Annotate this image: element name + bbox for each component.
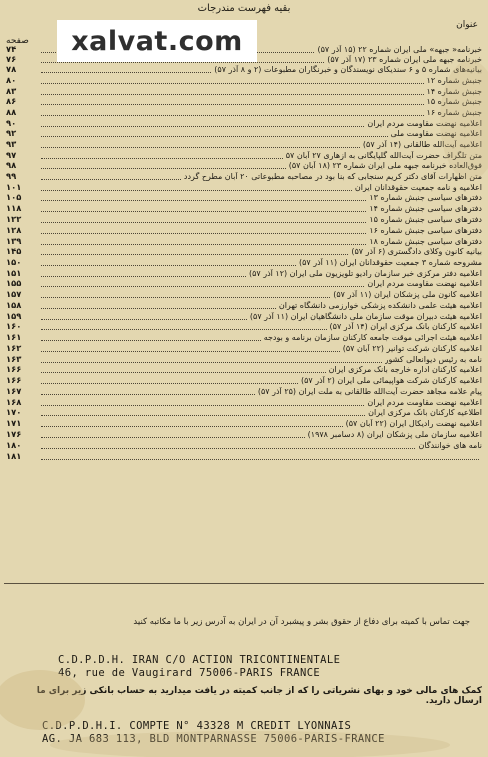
toc-entry-title: فوق‌العاده خبرنامه جبهه ملی ایران شماره ۲۳ (۱۸ آبان ۵۷) [288,160,482,170]
contact-notice: جهت تماس با کمیته برای دفاع از حقوق بشر و پیشبرد آن در ایران به آدرس زیر با ما مکاتبه کنید [133,617,470,627]
leader-dots [41,334,261,341]
toc-row [6,64,482,74]
toc-row [6,289,482,299]
toc-entry-title: خبرنامه« جبهه» ملی ایران شماره ۲۲ (۱۵ آذر ۵۷) [317,44,482,54]
toc-entry-title: جنبش شماره ۱۶ [426,107,482,117]
toc-entry-title: اعلامیه کارکنان اداره خارجه بانک مرکزی ایران [328,364,482,374]
toc-entry-title: اعلامیه هیئت دبیران موقت سازمان ملی دانشگاهیان ایران (۱۱ آذر ۵۷) [249,311,482,321]
toc-page-number: ۱۲۲ [6,214,22,224]
leader-dots [41,152,283,159]
toc-page-number: ۱۰۱ [6,182,22,192]
toc-page-number: ۷۸ [6,64,17,74]
toc-entry-title: اعلامیه نهضت مقاومت مردم ایران [367,278,482,288]
toc-row [6,332,482,342]
toc-page-number: ۱۶۲ [6,343,22,353]
mailing-address [58,654,340,680]
watermark-logo: xalvat.com [57,20,257,62]
toc-entry-title: دفترهای سیاسی جنبش شماره ۱۳ [369,192,482,202]
toc-entry-title: بیانیه کانون وکلای دادگستری (۶ آذر ۵۷) [351,246,482,256]
toc-row [6,96,482,106]
toc-row [6,214,482,224]
toc-page-number: ۱۶۶ [6,375,22,385]
leader-dots [41,377,298,384]
leader-dots [41,130,388,137]
leader-dots [41,259,296,266]
toc-page-number: ۷۶ [6,54,17,64]
toc-row [6,203,482,213]
leader-dots [41,323,327,330]
toc-entry-title: بیانیه‌های شماره ۵ و ۶ سندیکای نویسندگان و خبرنگاران مطبوعات (۲ و ۸ آذر ۵۷) [214,64,482,74]
toc-page-number: ۱۳۹ [6,236,22,246]
toc-entry-title: اعلامیه هیئت اجرائی موقت جامعه کارکنان سازمان برنامه و بودجه [263,332,482,342]
toc-entry-title: دفترهای سیاسی جنبش شماره ۱۴ [369,203,482,213]
toc-row [6,128,482,138]
toc-page-number: ۹۸ [6,160,17,170]
toc-row [6,257,482,267]
toc-entry-title: اعلامیه هیئت علمی دانشکده پزشکی خوارزمی دانشگاه تهران [278,300,482,310]
toc-entry-title: خبرنامه جبهه ملی ایران شماره ۲۳ (۱۷ آذر ۵۷) [327,54,482,64]
toc-page-number: ۱۵۸ [6,300,22,310]
toc-page-number: ۱۲۸ [6,225,22,235]
toc-row [6,160,482,170]
leader-dots [41,431,305,438]
toc-page-number: ۸۳ [6,86,17,96]
toc-entry-title: اعلامیه آیت‌الله طالقانی (۱۴ آذر ۵۷) [362,139,482,149]
toc-page-number: ۹۹ [6,171,17,181]
toc-row [6,364,482,374]
toc-entry-title: اعلامیه سازمان ملی پزشکان ایران (۸ دسامبر ۱۹۷۸) [307,429,482,439]
toc-page-number: ۹۳ [6,139,17,149]
leader-dots [41,388,255,395]
toc-entry-title: پیام علامه مجاهد حضرت آیت‌الله طالقانی به ملت ایران (۲۵ آذر ۵۷) [257,386,482,396]
donation-notice: کمک های مالی خود و بهای نشریاتی را که از جانب کمیته در یافت میدارید به حساب بانکی زیر برای ما ارسال دارید. [36,686,482,706]
leader-dots [41,238,366,245]
toc-page-number: ۹۰ [6,118,17,128]
leader-dots [41,194,366,201]
toc-row [6,118,482,128]
toc-page-number: ۸۸ [6,107,17,117]
toc-row [6,375,482,385]
toc-entry-title: اعلامیه و نامه جمعیت حقوقدانان ایران [354,182,482,192]
leader-dots [41,420,343,427]
toc-entry-title: اعلامیه کارکنان شرکت هواپیمائی ملی ایران (۲ آذر ۵۷) [300,375,482,385]
leader-dots [41,162,286,169]
toc-row [6,150,482,160]
toc-entry-title: اعلامیه نهضت مقاومت ملی [390,128,482,138]
bank-address [42,720,385,746]
toc-entry-title: دفترهای سیاسی جنبش شماره ۱۵ [369,214,482,224]
toc-page-number: ۱۰۵ [6,192,22,202]
toc-page-number: ۱۷۶ [6,429,22,439]
leader-dots [41,270,246,277]
leader-dots [41,409,365,416]
toc-row [6,246,482,256]
table-of-contents [0,44,488,584]
toc-page-number: ۹۷ [6,150,17,160]
toc-row [6,182,482,192]
toc-entry-title: مشروحه شماره ۳ جمعیت حقوقدانان ایران (۱۱ آذر ۵۷) [298,257,482,267]
toc-entry-title: اعلامیه کانون ملی پزشکان ایران (۱۱ آذر ۵۷) [333,289,482,299]
column-header-title: عنوان [456,20,478,30]
toc-row [6,107,482,117]
leader-dots [41,399,364,406]
leader-dots [41,356,382,363]
toc-page-number: ۱۶۱ [6,332,22,342]
leader-dots [41,453,479,460]
leader-dots [41,77,424,84]
toc-entry-title: دفترهای سیاسی جنبش شماره ۱۸ [369,236,482,246]
toc-page-number: ۱۸۰ [6,440,22,450]
toc-page-number: ۸۶ [6,96,17,106]
toc-entry-title: اعلامیه دفتر مرکزی خبر سازمان رادیو تلویزیون ملی ایران (۱۲ آذر ۵۷) [248,268,482,278]
toc-row [6,225,482,235]
leader-dots [41,88,424,95]
toc-page-number: ۷۴ [6,44,17,54]
toc-row [6,429,482,439]
address-line: C.D.P.D.H. IRAN C/O ACTION TRICONTINENTALE [58,654,341,666]
toc-row [6,278,482,288]
toc-row [6,440,482,450]
toc-page-number: ۱۵۱ [6,268,22,278]
toc-row [6,407,482,417]
toc-row [6,397,482,407]
toc-entry-title: اطلاعیه کارکنان بانک مرکزی ایران [368,407,482,417]
leader-dots [41,98,424,105]
toc-entry-title: جنبش شماره ۱۵ [426,96,482,106]
leader-dots [41,120,364,127]
leader-dots [41,109,424,116]
toc-entry-title: متن تلگراف حضرت آیت‌الله گلپایگانی به ازهاری ۲۷ آبان ۵۷ [285,150,482,160]
toc-page-number: ۱۵۰ [6,257,22,267]
toc-entry-title: اعلامیه کارکنان شرکت توانیر (۲۲ آبان ۵۷) [342,343,482,353]
toc-entry-title: دفترهای سیاسی جنبش شماره ۱۶ [369,225,482,235]
toc-row [6,311,482,321]
toc-page-number: ۹۲ [6,128,17,138]
toc-row [6,386,482,396]
leader-dots [41,216,366,223]
toc-page-number: ۱۶۶ [6,364,22,374]
toc-page-number: ۱۱۸ [6,203,22,213]
page-title: بقیه فهرست مندرجات [197,3,291,14]
toc-entry-title: جنبش شماره ۱۴ [426,86,482,96]
leader-dots [41,141,360,148]
toc-page-number: ۱۵۷ [6,289,22,299]
toc-entry-title: اعلامیه نهضت مقاومت مردم ایران [367,118,482,128]
leader-dots [41,184,352,191]
leader-dots [41,366,326,373]
toc-row [6,451,482,461]
toc-entry-title: اعلامیه نهضت مقاومت مردم ایران [367,397,482,407]
toc-row [6,418,482,428]
bank-line: C.D.P.D.H.I. COMPTE N° 43328 M CREDIT LYONNAIS [42,720,352,732]
toc-page-number: ۱۵۹ [6,311,22,321]
leader-dots [41,173,181,180]
toc-entry-title: اعلامیه کارکنان بانک مرکزی ایران (۱۴ آذر ۵۷) [329,321,482,331]
leader-dots [41,302,276,309]
toc-entry-title: نامه های خوانندگان [418,440,482,450]
toc-entry-title: اعلامیه نهضت رادیکال ایران (۲۲ آبان ۵۷) [345,418,482,428]
toc-page-number: ۱۸۱ [6,451,22,461]
leader-dots [41,345,340,352]
toc-page-number: ۱۷۰ [6,407,22,417]
toc-row [6,75,482,85]
leader-dots [41,66,211,73]
toc-row [6,268,482,278]
column-header-page: صفحه [6,36,29,46]
toc-page-number: ۱۶۰ [6,321,22,331]
toc-row [6,139,482,149]
leader-dots [41,205,366,212]
toc-entry-title: متن اظهارات آقای دکتر کریم سنجابی که بنا بود در مصاحبه مطبوعاتی ۲۰ آبان مطرح گردد [183,171,482,181]
leader-dots [41,442,415,449]
toc-row [6,321,482,331]
toc-row [6,86,482,96]
leader-dots [41,313,247,320]
toc-page-number: ۱۶۸ [6,397,22,407]
toc-entry-title: نامه به رئیس دیوانعالی کشور [384,354,482,364]
toc-page-number: ۱۶۷ [6,386,22,396]
leader-dots [41,291,330,298]
toc-row [6,236,482,246]
leader-dots [41,227,366,234]
toc-page-number: ۱۴۵ [6,246,22,256]
toc-row [6,343,482,353]
toc-page-number: ۱۶۳ [6,354,22,364]
leader-dots [41,280,364,287]
leader-dots [41,248,348,255]
toc-row [6,354,482,364]
address-line: 46, rue de Vaugirard 75006-PARIS FRANCE [58,667,321,679]
divider [4,583,484,584]
toc-entry-title: جنبش شماره ۱۲ [426,75,482,85]
toc-row [6,171,482,181]
toc-page-number: ۱۷۱ [6,418,22,428]
toc-row [6,192,482,202]
bank-line: AG. JA 683 113, BLD MONTPARNASSE 75006-PARIS-FRANCE [42,733,385,745]
toc-page-number: ۸۰ [6,75,17,85]
toc-row [6,300,482,310]
toc-page-number: ۱۵۵ [6,278,22,288]
